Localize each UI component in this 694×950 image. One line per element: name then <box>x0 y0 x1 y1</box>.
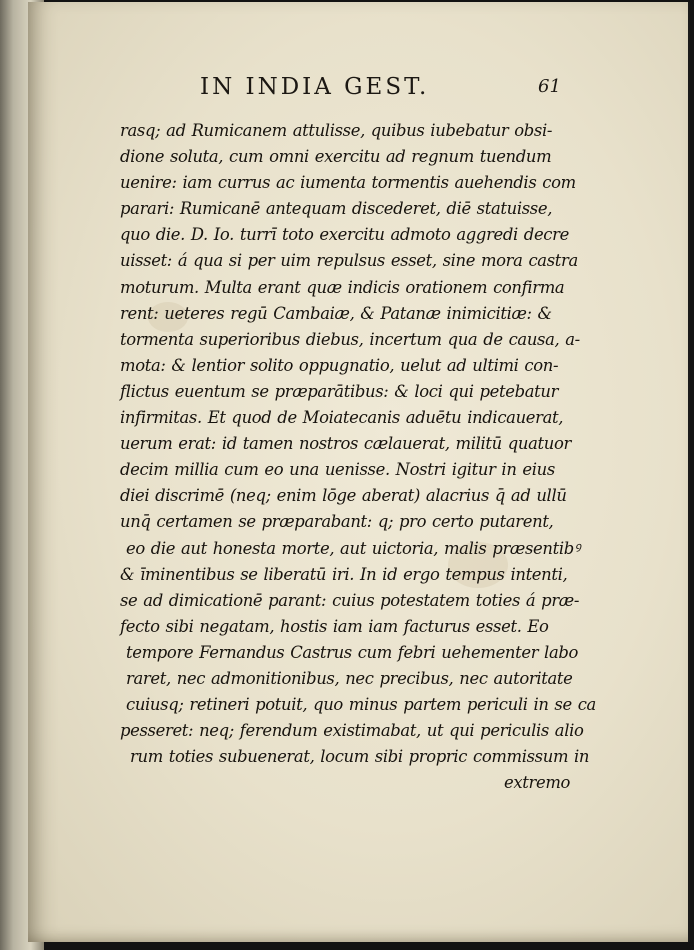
text-line: se ad dimicationē parant: cuius potestatem toties á præ- <box>120 590 580 610</box>
text-line: & īminentibus se liberatū iri. In id ergo tempus intenti, <box>120 564 568 584</box>
text-line: flictus euentum se præparātibus: & loci qui petebatur <box>120 381 559 401</box>
text-line: cuiusq; retineri potuit, quo minus partem periculi in se ca <box>126 695 596 715</box>
text-line: rent: ueteres regū Cambaiæ, & Patanæ inimicitiæ: & <box>120 303 552 323</box>
text-line: rum toties subuenerat, locum sibi propric commissum in <box>130 747 590 767</box>
text-line: fecto sibi negatam, hostis iam iam facturus esset. Eo <box>120 616 549 636</box>
text-line: uisset: á qua si per uim repulsus esset, sine mora castra <box>120 251 578 271</box>
text-line: parari: Rumicanē antequam discederet, diē statuisse, <box>120 199 553 219</box>
text-line: dione soluta, cum omni exercitu ad regnum tuendum <box>120 147 552 167</box>
text-line: moturum. Multa erant quæ indicis orationem confirma <box>120 277 565 297</box>
text-line: eo die aut honesta morte, aut uictoria, malis præsentibꝰ <box>126 538 580 558</box>
text-line: raret, nec admonitionibus, nec precibus, nec autoritate <box>126 668 573 688</box>
text-line: mota: & lentior solito oppugnatio, uelut ad ultimi con- <box>120 355 559 375</box>
running-head: IN INDIA GEST. <box>200 74 430 100</box>
text-line: tormenta superioribus diebus, incertum qua de causa, a- <box>120 329 580 349</box>
page-number: 61 <box>538 76 561 97</box>
body-text <box>120 118 596 796</box>
text-line: diei discrimē (neq; enim lōge aberat) alacrius q̄ ad ullū <box>120 486 567 506</box>
page-leaf <box>28 2 690 942</box>
text-line: pesseret: neq; ferendum existimabat, ut qui periculis alio <box>120 721 584 741</box>
text-line: uerum erat: id tamen nostros cælauerat, militū quatuor <box>120 434 571 454</box>
text-line: unq̄ certamen se præparabant: q; pro certo putarent, <box>120 512 554 532</box>
text-line: infirmitas. Et quod de Moiatecanis aduētu indicauerat, <box>120 408 564 428</box>
text-line: rasq; ad Rumicanem attulisse, quibus iubebatur obsi- <box>120 121 553 140</box>
text-line: uenire: iam currus ac iumenta tormentis auehendis com <box>120 173 576 193</box>
page-header <box>28 74 688 110</box>
text-line: decim millia cum eo una uenisse. Nostri igitur in eius <box>120 460 555 480</box>
text-line: quo die. D. Io. turrī toto exercitu admoto aggredi decre <box>120 225 569 245</box>
text-line: tempore Fernandus Castrus cum febri uehementer labo <box>126 642 579 662</box>
catchword: extremo <box>504 773 571 793</box>
